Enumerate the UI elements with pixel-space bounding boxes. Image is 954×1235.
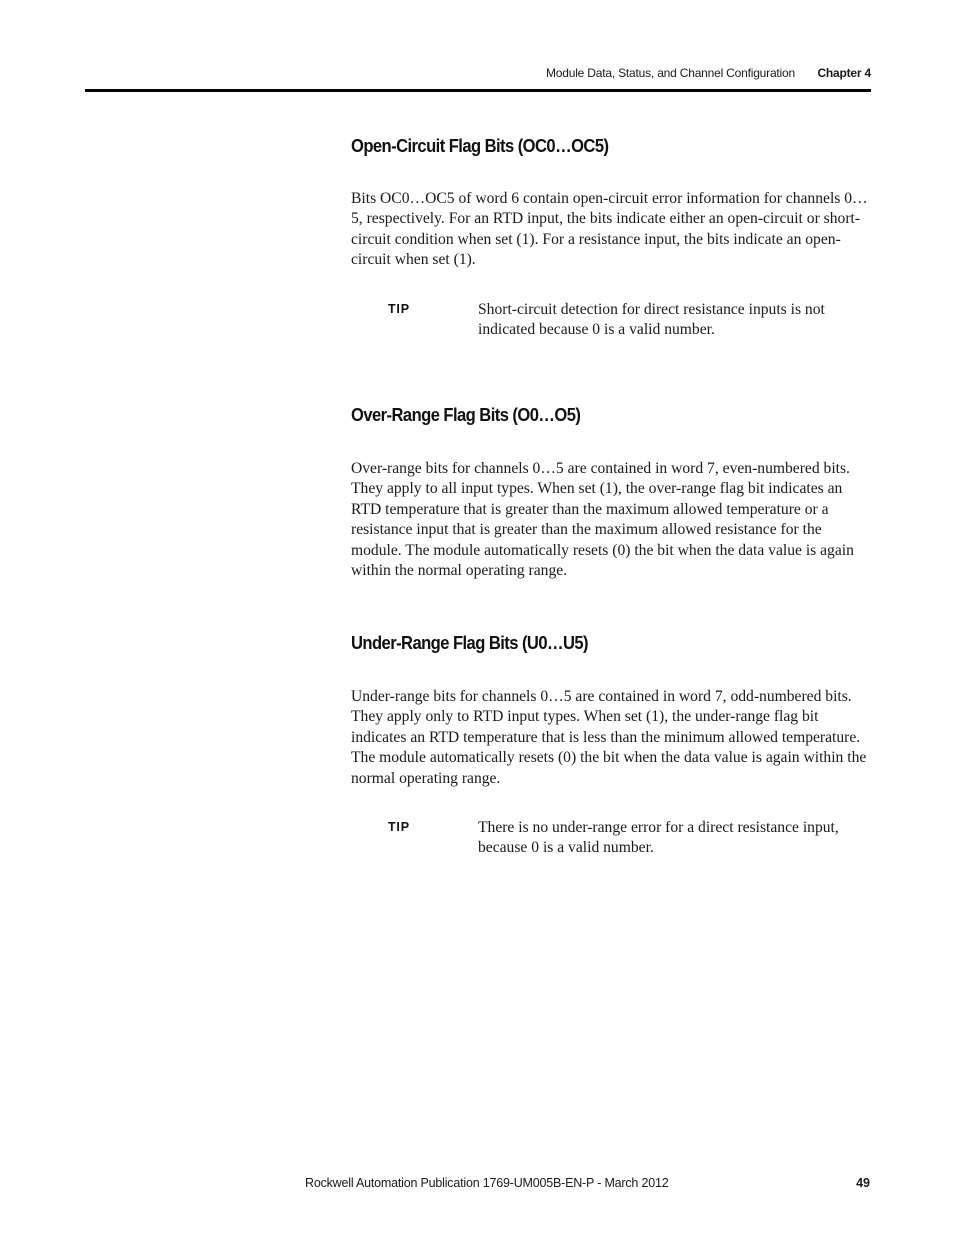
tip-label: TIP [388,820,410,834]
section-body-open-circuit: Bits OC0…OC5 of word 6 contain open-circuit error information for channels 0…5, respectively. For an RTD input, the bits indicate either an open-circuit or short-circuit condition when set (1). For a resistance input, the bits indicate an open-circuit when set (1). [351,190,868,269]
section-heading-under-range: Under-Range Flag Bits (U0…U5) [351,633,589,653]
header-chapter-label: Chapter 4 [817,66,871,80]
footer-page-number: 49 [856,1176,870,1190]
footer-publication: Rockwell Automation Publication 1769-UM005B-EN-P - March 2012 [305,1176,669,1190]
section-heading-over-range: Over-Range Flag Bits (O0…O5) [351,405,581,425]
tip-label: TIP [388,302,410,316]
tip-text: There is no under-range error for a direct resistance input, because 0 is a valid number. [478,819,839,857]
header-rule [85,89,871,92]
section-heading-open-circuit: Open-Circuit Flag Bits (OC0…OC5) [351,136,609,156]
header-section-title: Module Data, Status, and Channel Configuration [546,66,795,80]
section-body-over-range: Over-range bits for channels 0…5 are contained in word 7, even-numbered bits. They apply to all input types. When set (1), the over-range flag bit indicates an RTD temperature that is greater than the maximum allowed temperature or a resistance input that is greater than the maximum allowed resistance for the module. The module automatically resets (0) the bit when the data value is again within the normal operating range. [351,460,854,580]
tip-text: Short-circuit detection for direct resistance inputs is not indicated because 0 is a valid number. [478,301,825,339]
section-body-under-range: Under-range bits for channels 0…5 are contained in word 7, odd-numbered bits. They apply only to RTD input types. When set (1), the under-range flag bit indicates an RTD temperature that is less than the minimum allowed temperature. The module automatically resets (0) the bit when the data value is again within the normal operating range. [351,688,867,787]
